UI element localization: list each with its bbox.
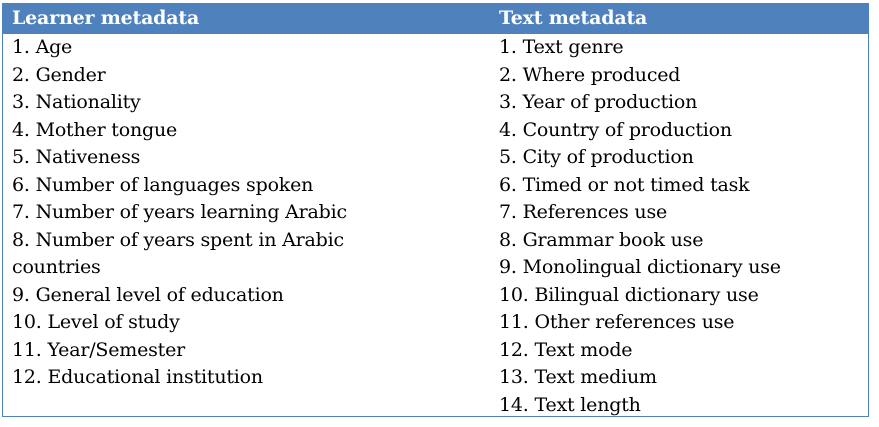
learner-metadata-item: 11. Year/Semester	[12, 338, 186, 361]
text-metadata-item: 4. Country of production	[499, 118, 732, 141]
text-metadata-item: 10. Bilingual dictionary use	[499, 283, 759, 306]
text-metadata-item: 7. References use	[499, 201, 668, 223]
text-metadata-item: 9. Monolingual dictionary use	[499, 256, 781, 278]
text-metadata-column	[490, 34, 868, 416]
text-metadata-item: 5. City of production	[499, 146, 694, 168]
header-learner-metadata: Learner metadata	[12, 7, 200, 29]
learner-metadata-item: 2. Gender	[12, 63, 106, 86]
text-metadata-item: 2. Where produced	[499, 63, 681, 86]
learner-metadata-item: 9. General level of education	[12, 283, 284, 306]
text-metadata-item: 12. Text mode	[499, 338, 633, 361]
learner-metadata-item: 7. Number of years learning Arabic	[12, 201, 347, 223]
table-header	[3, 4, 868, 34]
text-metadata-item: 13. Text medium	[499, 366, 657, 388]
learner-metadata-item: 5. Nativeness	[12, 146, 141, 168]
learner-metadata-item: 12. Educational institution	[12, 366, 263, 388]
learner-metadata-item: 8. Number of years spent in Arabic countries	[12, 228, 344, 278]
learner-metadata-item: 6. Number of languages spoken	[12, 173, 314, 196]
learner-metadata-item: 4. Mother tongue	[12, 118, 178, 141]
text-metadata-item: 6. Timed or not timed task	[499, 173, 750, 196]
learner-metadata-item: 3. Nationality	[12, 91, 141, 113]
text-metadata-item: 3. Year of production	[499, 91, 698, 113]
text-metadata-item: 1. Text genre	[499, 36, 624, 58]
text-metadata-item: 11. Other references use	[499, 311, 735, 333]
text-metadata-item: 8. Grammar book use	[499, 228, 704, 251]
learner-metadata-item: 1. Age	[12, 36, 73, 58]
learner-metadata-column	[3, 34, 490, 416]
metadata-table	[2, 3, 869, 417]
text-metadata-item: 14. Text length	[499, 393, 641, 416]
learner-metadata-item: 10. Level of study	[12, 311, 180, 333]
header-text-metadata: Text metadata	[499, 7, 648, 29]
